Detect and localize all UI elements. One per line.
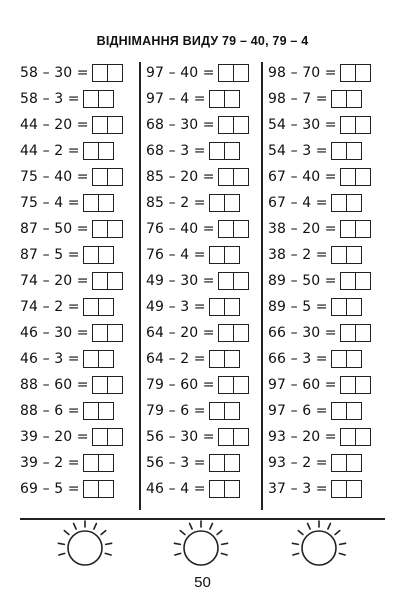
answer-box-ones[interactable] — [224, 299, 239, 315]
answer-box-ones[interactable] — [355, 273, 370, 289]
answer-boxes[interactable] — [92, 428, 123, 446]
sun-icon — [50, 520, 120, 580]
exercise-row — [146, 320, 271, 346]
answer-boxes[interactable] — [218, 428, 249, 446]
sun-icon — [166, 520, 236, 580]
answer-box-tens[interactable] — [332, 403, 346, 419]
answer-box-ones[interactable] — [233, 429, 248, 445]
exercise-row — [268, 372, 393, 398]
answer-box-ones[interactable] — [346, 403, 361, 419]
column-divider-1 — [139, 62, 141, 510]
answer-box-tens[interactable] — [84, 403, 98, 419]
answer-box-tens[interactable] — [210, 91, 224, 107]
exercise-row — [268, 242, 393, 268]
answer-box-tens[interactable] — [210, 455, 224, 471]
answer-box-tens[interactable] — [219, 65, 233, 81]
exercise-row — [20, 112, 145, 138]
exercise-expression: 46 – 30 = — [20, 325, 89, 341]
answer-box-ones[interactable] — [98, 403, 113, 419]
answer-box-ones[interactable] — [233, 273, 248, 289]
answer-box-tens[interactable] — [332, 247, 346, 263]
exercise-expression: 87 – 50 = — [20, 221, 89, 237]
sun-icon — [284, 520, 354, 580]
answer-boxes[interactable] — [340, 116, 371, 134]
exercise-row — [268, 450, 393, 476]
exercise-row — [20, 268, 145, 294]
answer-boxes[interactable] — [331, 246, 362, 264]
answer-box-tens[interactable] — [93, 65, 107, 81]
exercise-row — [146, 476, 271, 502]
exercise-row — [20, 216, 145, 242]
exercise-expression: 58 – 30 = — [20, 65, 89, 81]
answer-boxes[interactable] — [331, 90, 362, 108]
answer-box-ones[interactable] — [233, 169, 248, 185]
page-title: ВІДНІМАННЯ ВИДУ 79 – 40, 79 – 4 — [96, 34, 309, 48]
exercise-row — [20, 320, 145, 346]
answer-box-ones[interactable] — [224, 91, 239, 107]
exercise-row — [20, 294, 145, 320]
answer-box-ones[interactable] — [98, 351, 113, 367]
answer-box-tens[interactable] — [210, 143, 224, 159]
answer-box-ones[interactable] — [355, 325, 370, 341]
exercise-row — [268, 216, 393, 242]
answer-box-tens[interactable] — [219, 273, 233, 289]
answer-box-ones[interactable] — [224, 195, 239, 211]
answer-box-tens[interactable] — [341, 325, 355, 341]
answer-boxes[interactable] — [340, 168, 371, 186]
exercise-row — [20, 476, 145, 502]
answer-box-ones[interactable] — [98, 455, 113, 471]
exercise-expression: 88 – 6 = — [20, 403, 80, 419]
exercise-row — [20, 398, 145, 424]
answer-box-ones[interactable] — [224, 403, 239, 419]
answer-box-tens[interactable] — [341, 377, 355, 393]
exercise-expression: 37 – 3 = — [268, 481, 328, 497]
answer-boxes[interactable] — [83, 142, 114, 160]
answer-box-tens[interactable] — [219, 221, 233, 237]
answer-box-ones[interactable] — [355, 377, 370, 393]
exercise-expression: 46 – 4 = — [146, 481, 206, 497]
exercise-row — [20, 190, 145, 216]
answer-box-tens[interactable] — [341, 117, 355, 133]
exercise-expression: 39 – 20 = — [20, 429, 89, 445]
exercise-row — [20, 242, 145, 268]
answer-boxes[interactable] — [340, 376, 371, 394]
answer-boxes[interactable] — [83, 402, 114, 420]
exercise-expression: 54 – 3 = — [268, 143, 328, 159]
answer-box-ones[interactable] — [98, 195, 113, 211]
answer-box-tens[interactable] — [341, 429, 355, 445]
answer-box-tens[interactable] — [219, 429, 233, 445]
exercise-row — [146, 60, 271, 86]
exercise-row — [268, 60, 393, 86]
exercise-row — [268, 476, 393, 502]
exercise-expression: 44 – 2 = — [20, 143, 80, 159]
exercise-row — [146, 216, 271, 242]
exercise-expression: 58 – 3 = — [20, 91, 80, 107]
answer-box-tens[interactable] — [84, 195, 98, 211]
exercise-expression: 56 – 3 = — [146, 455, 206, 471]
answer-box-tens[interactable] — [210, 247, 224, 263]
answer-boxes[interactable] — [331, 142, 362, 160]
exercise-expression: 64 – 2 = — [146, 351, 206, 367]
answer-box-tens[interactable] — [84, 299, 98, 315]
answer-boxes[interactable] — [209, 298, 240, 316]
answer-boxes[interactable] — [218, 324, 249, 342]
exercise-row — [268, 268, 393, 294]
exercise-row — [20, 60, 145, 86]
exercise-row — [268, 138, 393, 164]
answer-boxes[interactable] — [92, 220, 123, 238]
exercise-expression: 54 – 30 = — [268, 117, 337, 133]
answer-box-tens[interactable] — [84, 247, 98, 263]
answer-box-ones[interactable] — [98, 143, 113, 159]
answer-box-ones[interactable] — [107, 325, 122, 341]
answer-boxes[interactable] — [331, 194, 362, 212]
answer-box-tens[interactable] — [93, 221, 107, 237]
answer-box-ones[interactable] — [355, 117, 370, 133]
exercise-expression: 97 – 6 = — [268, 403, 328, 419]
answer-boxes[interactable] — [340, 428, 371, 446]
exercise-row — [268, 346, 393, 372]
exercise-row — [146, 164, 271, 190]
answer-box-ones[interactable] — [346, 481, 361, 497]
exercise-expression: 89 – 50 = — [268, 273, 337, 289]
answer-box-tens[interactable] — [93, 117, 107, 133]
exercise-row — [146, 294, 271, 320]
answer-box-tens[interactable] — [332, 143, 346, 159]
answer-box-tens[interactable] — [84, 143, 98, 159]
exercise-expression: 68 – 3 = — [146, 143, 206, 159]
exercise-expression: 74 – 2 = — [20, 299, 80, 315]
answer-box-tens[interactable] — [84, 481, 98, 497]
answer-box-tens[interactable] — [341, 65, 355, 81]
answer-boxes[interactable] — [218, 116, 249, 134]
answer-box-tens[interactable] — [210, 403, 224, 419]
exercise-expression: 69 – 5 = — [20, 481, 80, 497]
answer-boxes[interactable] — [209, 480, 240, 498]
exercise-row — [146, 86, 271, 112]
answer-box-ones[interactable] — [98, 299, 113, 315]
answer-box-tens[interactable] — [93, 325, 107, 341]
answer-boxes[interactable] — [209, 350, 240, 368]
answer-box-ones[interactable] — [233, 65, 248, 81]
answer-box-tens[interactable] — [341, 273, 355, 289]
answer-boxes[interactable] — [209, 194, 240, 212]
answer-boxes[interactable] — [218, 376, 249, 394]
answer-boxes[interactable] — [218, 272, 249, 290]
answer-box-tens[interactable] — [332, 351, 346, 367]
exercise-row — [20, 346, 145, 372]
answer-box-tens[interactable] — [93, 377, 107, 393]
exercise-column-2 — [146, 60, 271, 502]
answer-boxes[interactable] — [92, 64, 123, 82]
answer-box-ones[interactable] — [107, 65, 122, 81]
exercise-expression: 64 – 20 = — [146, 325, 215, 341]
answer-box-tens[interactable] — [93, 429, 107, 445]
answer-boxes[interactable] — [340, 324, 371, 342]
answer-box-tens[interactable] — [219, 169, 233, 185]
answer-box-ones[interactable] — [355, 65, 370, 81]
exercise-row — [20, 138, 145, 164]
answer-boxes[interactable] — [92, 324, 123, 342]
answer-box-tens[interactable] — [332, 481, 346, 497]
page-number: 50 — [194, 574, 211, 591]
answer-boxes[interactable] — [340, 220, 371, 238]
answer-box-ones[interactable] — [233, 325, 248, 341]
answer-box-ones[interactable] — [224, 143, 239, 159]
answer-box-tens[interactable] — [84, 351, 98, 367]
answer-boxes[interactable] — [340, 272, 371, 290]
exercise-row — [268, 398, 393, 424]
answer-boxes[interactable] — [209, 90, 240, 108]
exercise-row — [268, 86, 393, 112]
answer-boxes[interactable] — [92, 376, 123, 394]
exercise-row — [146, 112, 271, 138]
exercise-row — [268, 112, 393, 138]
exercise-row — [146, 190, 271, 216]
exercise-expression: 38 – 2 = — [268, 247, 328, 263]
answer-box-ones[interactable] — [355, 169, 370, 185]
exercise-expression: 38 – 20 = — [268, 221, 337, 237]
exercise-row — [146, 424, 271, 450]
answer-box-ones[interactable] — [355, 429, 370, 445]
exercise-row — [268, 424, 393, 450]
answer-box-ones[interactable] — [224, 455, 239, 471]
exercise-expression: 98 – 70 = — [268, 65, 337, 81]
exercise-expression: 56 – 30 = — [146, 429, 215, 445]
exercise-expression: 93 – 20 = — [268, 429, 337, 445]
exercise-row — [268, 190, 393, 216]
answer-box-tens[interactable] — [332, 299, 346, 315]
exercise-expression: 97 – 4 = — [146, 91, 206, 107]
answer-box-ones[interactable] — [346, 143, 361, 159]
exercise-row — [146, 398, 271, 424]
answer-boxes[interactable] — [83, 298, 114, 316]
exercise-expression: 93 – 2 = — [268, 455, 328, 471]
answer-box-ones[interactable] — [346, 351, 361, 367]
answer-box-ones[interactable] — [346, 455, 361, 471]
exercise-row — [268, 320, 393, 346]
exercise-expression: 66 – 3 = — [268, 351, 328, 367]
answer-box-ones[interactable] — [224, 351, 239, 367]
exercise-column-1 — [20, 60, 145, 502]
exercise-expression: 97 – 40 = — [146, 65, 215, 81]
answer-box-ones[interactable] — [346, 247, 361, 263]
exercise-expression: 46 – 3 = — [20, 351, 80, 367]
answer-box-ones[interactable] — [233, 117, 248, 133]
answer-boxes[interactable] — [92, 168, 123, 186]
exercise-expression: 76 – 40 = — [146, 221, 215, 237]
exercise-row — [20, 372, 145, 398]
answer-box-tens[interactable] — [210, 481, 224, 497]
exercise-expression: 67 – 4 = — [268, 195, 328, 211]
answer-box-ones[interactable] — [107, 169, 122, 185]
exercise-expression: 75 – 40 = — [20, 169, 89, 185]
answer-box-tens[interactable] — [210, 195, 224, 211]
exercise-expression: 66 – 30 = — [268, 325, 337, 341]
answer-box-ones[interactable] — [98, 481, 113, 497]
answer-boxes[interactable] — [83, 350, 114, 368]
exercise-expression: 75 – 4 = — [20, 195, 80, 211]
exercise-expression: 85 – 2 = — [146, 195, 206, 211]
answer-box-ones[interactable] — [224, 481, 239, 497]
answer-box-ones[interactable] — [107, 377, 122, 393]
answer-box-tens[interactable] — [332, 91, 346, 107]
answer-boxes[interactable] — [83, 246, 114, 264]
answer-box-tens[interactable] — [332, 455, 346, 471]
exercise-column-3 — [268, 60, 393, 502]
answer-box-tens[interactable] — [219, 117, 233, 133]
answer-box-tens[interactable] — [210, 351, 224, 367]
exercise-row — [268, 164, 393, 190]
answer-box-tens[interactable] — [84, 455, 98, 471]
answer-box-tens[interactable] — [210, 299, 224, 315]
answer-boxes[interactable] — [83, 194, 114, 212]
exercise-row — [146, 268, 271, 294]
answer-boxes[interactable] — [83, 90, 114, 108]
exercise-expression: 49 – 30 = — [146, 273, 215, 289]
answer-box-tens[interactable] — [341, 221, 355, 237]
exercise-expression: 98 – 7 = — [268, 91, 328, 107]
answer-box-ones[interactable] — [98, 91, 113, 107]
exercise-expression: 74 – 20 = — [20, 273, 89, 289]
answer-box-tens[interactable] — [332, 195, 346, 211]
answer-box-ones[interactable] — [98, 247, 113, 263]
exercise-row — [20, 86, 145, 112]
answer-box-ones[interactable] — [346, 195, 361, 211]
answer-boxes[interactable] — [83, 454, 114, 472]
answer-box-ones[interactable] — [233, 221, 248, 237]
exercise-expression: 97 – 60 = — [268, 377, 337, 393]
exercise-row — [20, 164, 145, 190]
answer-boxes[interactable] — [218, 64, 249, 82]
exercise-expression: 79 – 60 = — [146, 377, 215, 393]
exercise-columns — [0, 60, 405, 515]
exercise-expression: 79 – 6 = — [146, 403, 206, 419]
column-divider-2 — [261, 62, 263, 510]
answer-box-tens[interactable] — [93, 169, 107, 185]
answer-boxes[interactable] — [92, 116, 123, 134]
exercise-row — [268, 294, 393, 320]
answer-box-ones[interactable] — [346, 91, 361, 107]
answer-box-ones[interactable] — [355, 221, 370, 237]
answer-boxes[interactable] — [331, 480, 362, 498]
exercise-row — [20, 450, 145, 476]
answer-box-tens[interactable] — [84, 91, 98, 107]
answer-boxes[interactable] — [331, 402, 362, 420]
exercise-expression: 39 – 2 = — [20, 455, 80, 471]
answer-box-tens[interactable] — [341, 169, 355, 185]
answer-box-ones[interactable] — [107, 273, 122, 289]
answer-box-ones[interactable] — [233, 377, 248, 393]
exercise-expression: 49 – 3 = — [146, 299, 206, 315]
exercise-expression: 89 – 5 = — [268, 299, 328, 315]
answer-boxes[interactable] — [209, 142, 240, 160]
answer-boxes[interactable] — [331, 350, 362, 368]
answer-box-ones[interactable] — [107, 221, 122, 237]
answer-boxes[interactable] — [218, 168, 249, 186]
answer-boxes[interactable] — [209, 246, 240, 264]
answer-boxes[interactable] — [331, 454, 362, 472]
answer-box-tens[interactable] — [93, 273, 107, 289]
answer-box-ones[interactable] — [107, 117, 122, 133]
answer-box-ones[interactable] — [346, 299, 361, 315]
answer-boxes[interactable] — [83, 480, 114, 498]
exercise-row — [146, 346, 271, 372]
exercise-expression: 85 – 20 = — [146, 169, 215, 185]
exercise-row — [146, 372, 271, 398]
exercise-expression: 87 – 5 = — [20, 247, 80, 263]
exercise-row — [20, 424, 145, 450]
answer-box-ones[interactable] — [224, 247, 239, 263]
answer-boxes[interactable] — [331, 298, 362, 316]
answer-boxes[interactable] — [340, 64, 371, 82]
exercise-expression: 88 – 60 = — [20, 377, 89, 393]
answer-box-tens[interactable] — [219, 325, 233, 341]
answer-box-tens[interactable] — [219, 377, 233, 393]
answer-boxes[interactable] — [209, 454, 240, 472]
exercise-row — [146, 138, 271, 164]
exercise-expression: 67 – 40 = — [268, 169, 337, 185]
answer-boxes[interactable] — [209, 402, 240, 420]
answer-boxes[interactable] — [218, 220, 249, 238]
answer-boxes[interactable] — [92, 272, 123, 290]
exercise-row — [146, 450, 271, 476]
exercise-expression: 68 – 30 = — [146, 117, 215, 133]
exercise-row — [146, 242, 271, 268]
exercise-expression: 44 – 20 = — [20, 117, 89, 133]
answer-box-ones[interactable] — [107, 429, 122, 445]
exercise-expression: 76 – 4 = — [146, 247, 206, 263]
